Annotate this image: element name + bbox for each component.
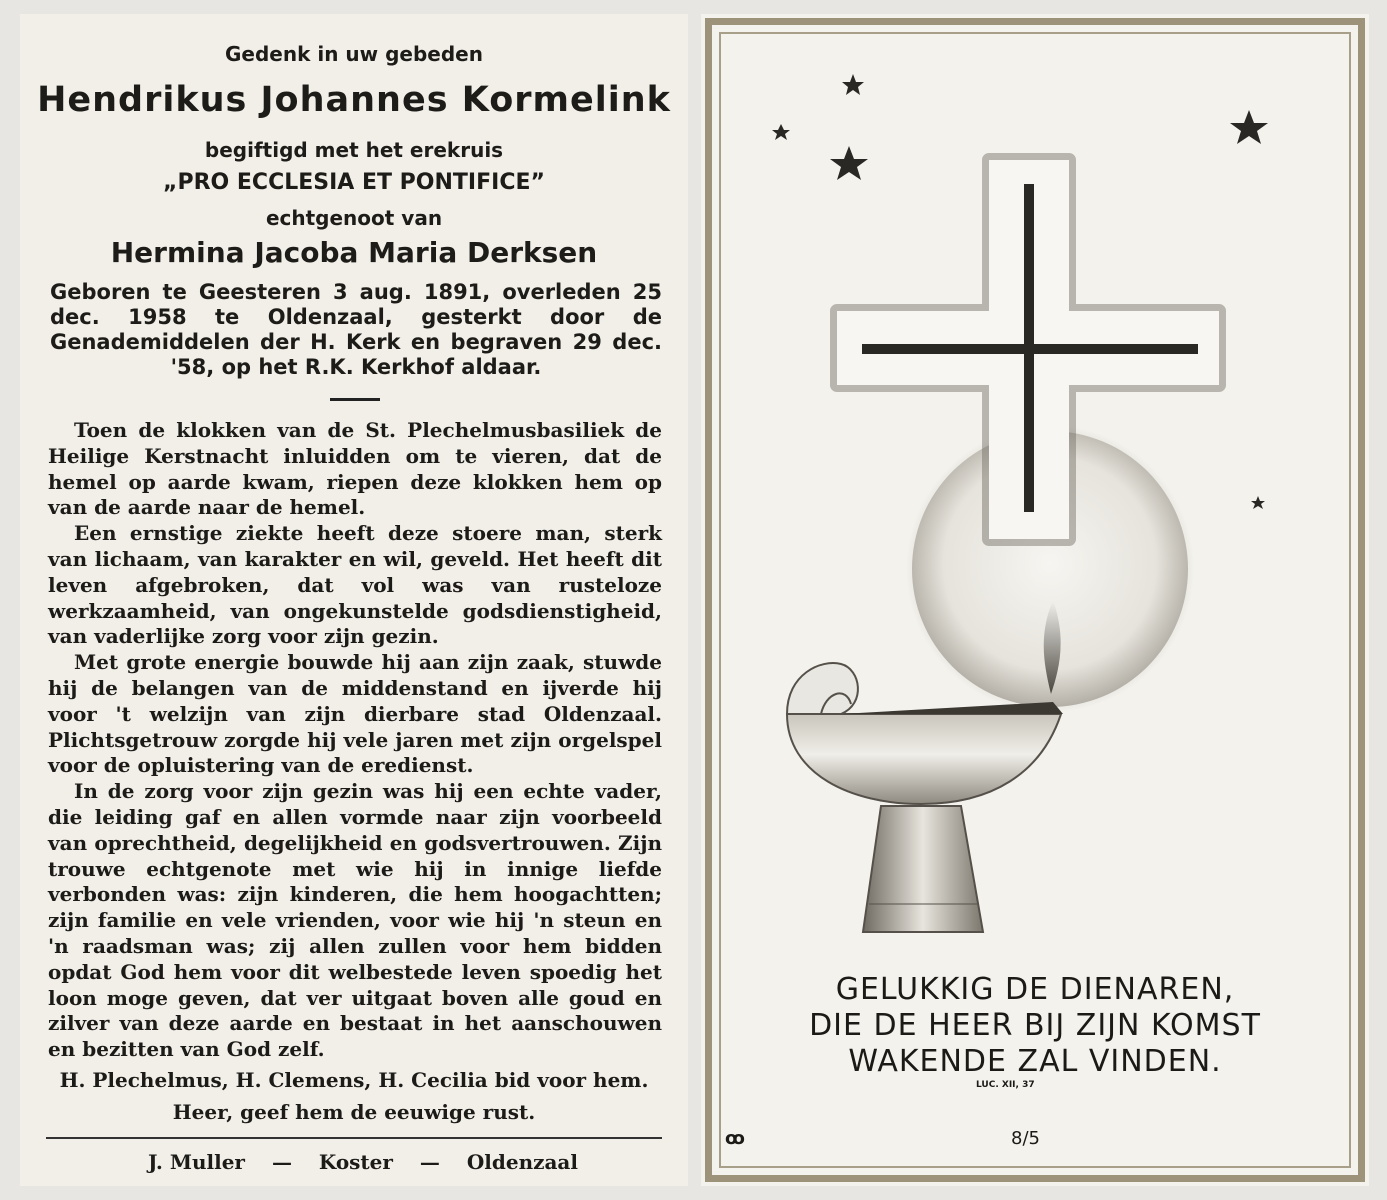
printer-line xyxy=(46,1150,662,1174)
divider xyxy=(330,398,380,401)
caption-line: WAKENDE ZAL VINDEN. xyxy=(848,1044,1222,1079)
star-icon xyxy=(1251,496,1265,509)
printer-place: Oldenzaal xyxy=(466,1150,578,1174)
artist-monogram: ꝏ xyxy=(725,1128,745,1149)
star-icon xyxy=(842,74,864,95)
star-icon xyxy=(830,146,868,180)
star-icon xyxy=(772,124,790,140)
rest-prayer: Heer, geef hem de eeuwige rust. xyxy=(172,1100,536,1124)
footer-rule xyxy=(46,1137,662,1139)
memorial-image-card xyxy=(701,14,1369,1186)
eulogy xyxy=(48,418,662,1063)
printer-name: J. Muller xyxy=(148,1150,245,1174)
honor-order: „PRO ECCLESIA ET PONTIFICE” xyxy=(163,170,545,195)
card-number: 8/5 xyxy=(1011,1128,1040,1149)
printer-role: Koster xyxy=(318,1150,393,1174)
spouse-label: echtgenoot van xyxy=(265,206,443,230)
printer-separator: — xyxy=(419,1150,440,1174)
scripture-reference: LUC. XII, 37 xyxy=(976,1080,1035,1090)
memorial-text-card xyxy=(20,14,688,1186)
prayer-request: Gedenk in uw gebeden xyxy=(225,42,483,66)
spouse-name: Hermina Jacoba Maria Derksen xyxy=(110,236,598,269)
saints-prayer: H. Plechelmus, H. Clemens, H. Cecilia bid voor hem. xyxy=(59,1068,649,1092)
eulogy-paragraph: Een ernstige ziekte heeft deze stoere man, sterk van lichaam, van karakter en wil, geveld. Het heeft dit leven afgebroken, dat vol was van rusteloze werkzaamheid, van ongekunstelde godsdienstigheid, van vaderlijke zorg voor zijn gezin. xyxy=(48,521,662,649)
caption-line: GELUKKIG DE DIENAREN, xyxy=(835,972,1235,1007)
star-icon xyxy=(1230,110,1268,144)
eulogy-paragraph: Met grote energie bouwde hij aan zijn zaak, stuwde hij de belangen van de middenstand en ijverde hij voor 't welzijn van zijn dierbare stad Oldenzaal. Plichtsgetrouw zorgde hij vele jaren met zijn orgelspel voor de opluistering van de eredienst. xyxy=(48,650,662,778)
caption-line: DIE DE HEER BIJ ZIJN KOMST xyxy=(809,1008,1261,1043)
life-dates: Geboren te Geesteren 3 aug. 1891, overleden 25 dec. 1958 te Oldenzaal, gesterkt door de Genademiddelen der H. Kerk en begraven 29 dec. '58, op het R.K. Kerkhof aldaar. xyxy=(50,280,662,379)
printer-separator: — xyxy=(271,1150,292,1174)
eulogy-paragraph: In de zorg voor zijn gezin was hij een echte vader, die leiding gaf en allen vormde naar zijn voorbeeld van oprechtheid, degelijkheid en godsvertrouwen. Zijn trouwe echtgenote met wie hij in innige liefde verbonden was: zijn kinderen, die hem hoogachtten; zijn familie en vele vrienden, voor wie hij 'n steun en 'n raadsman was; zij allen zullen voor hem bidden opdat God hem voor dit welbestede leven spoedig het loon moge geven, dat ver uitgaat boven alle goud en zilver van deze aarde en bestaat in het aanschouwen en bezitten van God zelf. xyxy=(48,779,662,1062)
deceased-name: Hendrikus Johannes Kormelink xyxy=(37,80,671,120)
eulogy-paragraph: Toen de klokken van de St. Plechelmusbasiliek de Heilige Kerstnacht inluidden om te vieren, dat de hemel op aarde kwam, riepen deze klokken hem op van de aarde naar de hemel. xyxy=(48,418,662,520)
honor-line: begiftigd met het erekruis xyxy=(204,138,504,162)
